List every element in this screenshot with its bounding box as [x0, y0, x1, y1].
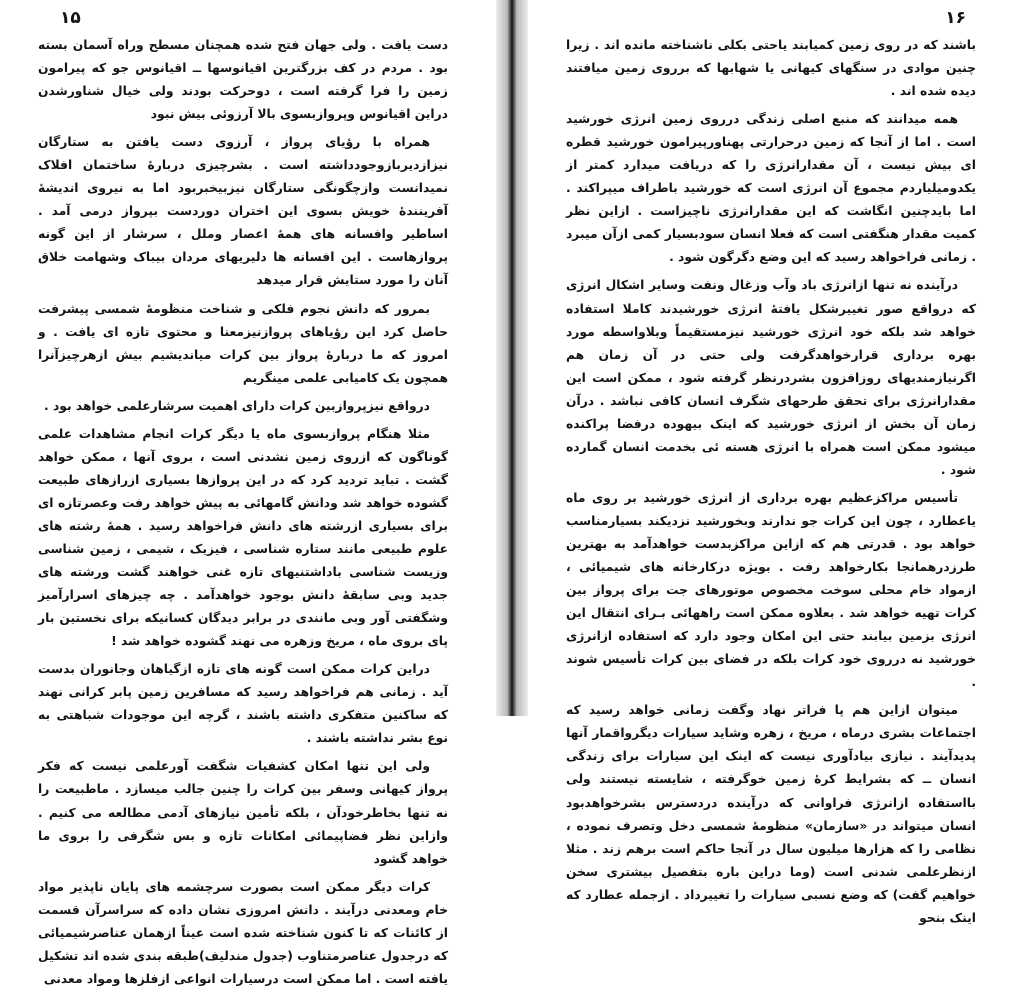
page-body [566, 34, 976, 925]
paragraph: بمرور که دانش نجوم فلکی و شناخت منظومهٔ شمسی پیشرفت حاصل کرد این رؤیاهای پروازنیزمعنا و محتوی تازه ای یافت . و امروز که ما دربارهٔ پرواز بین کرات میاندیشیم بیش ازهرچیزآنرا همچون یک کامیابی علمی مینگریم [38, 301, 448, 385]
page-number: ۱۵ [60, 8, 81, 28]
paragraph: دراین کرات ممکن است گونه های تازه ازگیاهان وجانوران بدست آید . زمانی هم فراخواهد رسید که مسافرین زمین پابر کرانی نهند که ساکنین متفکری داشته باشند ، گرچه این موجودات شباهتی به نوع بشر نداشته باشند . [38, 662, 448, 746]
paragraph: درآینده نه تنها ازانرژی باد وآب وزغال ونفت وسایر اشکال انرژی که درواقع صور تغییرشکل یافتهٔ انرژی خورشیدند کاملا استفاده خواهد شد بلکه خود انرژی خورشید نیزمستقیماً وبلاواسطه مورد بهره برداری قرارخواهدگرفت ولی حتی در آن زمان هم اگرنیازمندیهای روزافزون بشردرنظر گرفته شود ، ممکن است این مقدارانرژی برای تحقق طرحهای شگرف انسان کافی نباشد . درآن زمان آن بخش از انرژی خورشید که اینک بیهوده درفضا پراکنده میشود ممکن است همراه با انرژی هسته ئی بخدمت انسان گمارده شود . [566, 278, 976, 477]
paragraph: دست یافت . ولی جهان فتح شده همچنان مسطح وراه آسمان بسته بود . مردم در کف بزرگترین اقیانوسها ــ اقیانوس جو که پیرامون زمین را فرا گرفته است ، دوحرکت بودند ولی خیال شناورشدن دراین اقیانوس وپروازبسوی بالا آرزوئی بیش نبود [38, 38, 448, 122]
paragraph: درواقع نیزپروازبین کرات دارای اهمیت سرشارعلمی خواهد بود . [44, 398, 430, 413]
paragraph: همراه با رؤیای پرواز ، آرزوی دست یافتن به ستارگان نیزازدیربازوجودداشته است . بشرچیزی دربارهٔ ساختمان افلاک نمیدانست وازچگونگی ستارگان نیزبیخبربود اما به نیروی اندیشهٔ آفرینندهٔ خویش بسوی این اختران دوردست بپرواز درمی آمد . اساطیر وافسانه های همهٔ اعصار وملل ، سرشار از این گونه پروازهاست . این افسانه ها دلیریهای مردان بیباک وشهامت خلاق آنان را مورد ستایش قرار میدهد [38, 135, 448, 288]
page-number: ۱۶ [945, 8, 966, 28]
paragraph: کرات دیگر ممکن است بصورت سرچشمه های پایان ناپذیر مواد خام ومعدنی درآیند . دانش امروزی نشان داده که سراسرآن قسمت از کائنات که تا کنون شناخته شده است عیناً ازهمان عناصرشیمیائی که درجدول عناصرمتناوب (جدول مندلیف)طبقه بندی شده اند تشکیل یافته است . اما ممکن است درسیارات انواعی ازفلزها ومواد معدنی [38, 879, 448, 986]
page-body [38, 34, 448, 986]
paragraph: باشند که در روی زمین کمیابند یاحتی بکلی ناشناخته مانده اند . زیرا چنین موادی در سنگهای کیهانی یا شهابها که برروی زمین میافتند دیده شده اند . [566, 38, 976, 99]
right-page [528, 0, 1024, 925]
book-spine [496, 0, 528, 716]
paragraph: ولی این تنها امکان کشفیات شگفت آورعلمی نیست که فکر پرواز کیهانی وسفر بین کرات را چنین جالب میسازد . ماطبیعت را نه تنها بخاطرخودآن ، بلکه تأمین نیازهای آدمی مطالعه می کنیم . وازاین نظر فضاپیمائی امکانات تازه و بس شگرفی را بروی ما خواهد گشود [38, 759, 448, 866]
paragraph: میتوان ازاین هم پا فراتر نهاد وگفت زمانی خواهد رسید که اجتماعات بشری درماه ، مریخ ، زهره وشاید سیارات دیگرواقمار آنها پدیدآیند . نیازی بیادآوری نیست که اینک این سیارات برای زندگی انسان ــ که بشرایط کرهٔ زمین خوگرفته ، شایسته نیستند ولی بااستفاده ازانرژی فراوانی که درآینده دردسترس بشرخواهدبود انسان میتواند در «سازمان» منظومهٔ شمسی دخل وتصرف نموده ، نظامی را که هزارها میلیون سال در آنجا حاکم است برهم زند . مثلا ازنظرعلمی شدنی است (وما دراین باره بتفصیل بیشتری سخن خواهیم گفت) که وضع نسبی سیارات را تغییرداد . ازجمله عطارد که اینک بنحو [566, 703, 976, 925]
paragraph: تأسیس مراکزعظیم بهره برداری از انرژی خورشید بر روی ماه یاعطارد ، چون این کرات جو ندارند وبخورشید نزدیکند بسیارمناسب خواهد بود . قدرتی هم که ازاین مراکزبدست خواهدآمد به بهترین طرزدرهمانجا بکارخواهد رفت . بویژه درکارخانه های شیمیائی ، ازمواد خام محلی سوخت مخصوص موتورهای جت برای پرواز بین کرات تهیه خواهد شد . بعلاوه ممکن است راههائی بـرای انتقال این انرژی بزمین بیابند حتی این امکان وجود دارد که استفاده ازانرژی خورشید نه درروی خود کرات بلکه در فضای بین کرات تأسیس شوند . [566, 490, 976, 690]
paragraph: همه میدانند که منبع اصلی زندگی درروی زمین انرژی خورشید است . اما از آنجا که زمین درحرارتی پهناورپیرامون خورشید قطره ای بیش نیست ، آن مقدارانرژی را که دریافت میدارد کمتر از یکدومیلیاردم مجموع آن انرژی است که خورشید باطراف میپراکند . اما بایدچنین انگاشت که این مقدارانرژی ناچیزاست . ازاین نظر کمیت مقدار هنگفتی است که فعلا انسان سودبسیار کمی ازآن میبرد . زمانی فراخواهد رسید که این وضع دگرگون شود . [566, 112, 976, 265]
left-page [0, 0, 496, 986]
paragraph: مثلا هنگام پروازبسوی ماه یا دیگر کرات انجام مشاهدات علمی گوناگون که ازروی زمین نشدنی است ، بروی آنها ، ممکن خواهد گشت . تباید تردید کرد که در این پروازها بسیاری ازرازهای طبیعت گشوده خواهد شد ودانش گامهائی به پیش خواهد رفت وعصرتازه ای برای بسیاری ازرشته های دانش فراخواهد رسید . همهٔ رشته های علوم طبیعی مانند ستاره شناسی ، فیزیک ، شیمی ، زمین شناسی وزیست شناسی باداشتنیهای تازه غنی خواهند گشت ورشته های جدید وبی سابقهٔ دانش بوجود خواهدآمد . چه چیزهای اسرارآمیز وشگفتی آور وبی مانندی در برابر دیدگان کسانیکه برای نخستین بار پای بروی ماه ، مریخ وزهره می نهند گشوده خواهد شد ! [38, 426, 448, 649]
